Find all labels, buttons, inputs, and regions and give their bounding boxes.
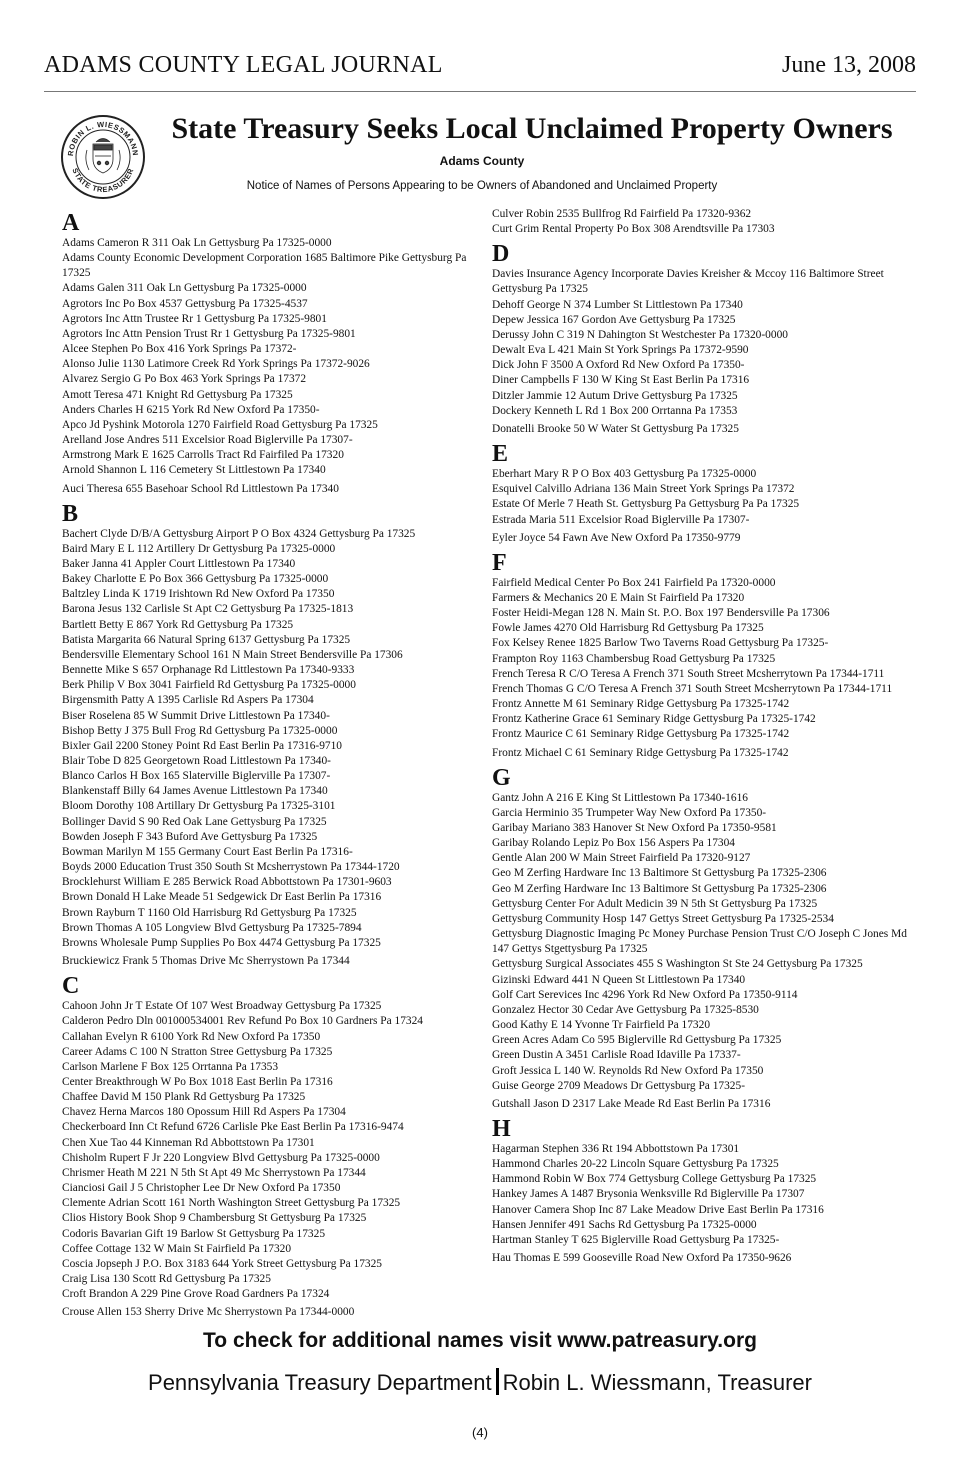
property-owner-entry: Dehoff George N 374 Lumber St Littlestown Pa 17340 bbox=[492, 298, 743, 311]
property-owner-entry: Alonso Julie 1130 Latimore Creek Rd York Springs Pa 17372-9026 bbox=[62, 358, 370, 371]
property-owner-entry: Hankey James A 1487 Brysonia Wenksville Rd Biglerville Pa 17307 bbox=[492, 1188, 805, 1201]
property-owner-entry: Anders Charles H 6215 York Rd New Oxford Pa 17350- bbox=[62, 403, 320, 416]
property-owner-entry: Chen Xue Tao 44 Kinneman Rd Abbottstown Pa 17301 bbox=[62, 1136, 315, 1149]
property-owner-entry: Hau Thomas E 599 Gooseville Road New Oxford Pa 17350-9626 bbox=[492, 1252, 792, 1265]
property-owner-entry: Brown Rayburn T 1160 Old Harrisburg Rd Gettysburg Pa 17325 bbox=[62, 906, 357, 919]
letter-section bbox=[492, 1116, 912, 1266]
letter-section bbox=[492, 765, 912, 1112]
property-owner-entry: Frampton Roy 1163 Chambersbug Road Gettysburg Pa 17325 bbox=[492, 652, 776, 665]
property-owner-entry: Eyler Joyce 54 Fawn Ave New Oxford Pa 17350-9779 bbox=[492, 531, 741, 544]
property-owner-entry: Batista Margarita 66 Natural Spring 6137 Gettysburg Pa 17325 bbox=[62, 633, 351, 646]
property-owner-entry: Hagarman Stephen 336 Rt 194 Abbottstown Pa 17301 bbox=[492, 1142, 740, 1155]
property-owner-entry: Culver Robin 2535 Bullfrog Rd Fairfield Pa 17320-9362 bbox=[492, 208, 752, 220]
property-owner-entry: Dockery Kenneth L Rd 1 Box 200 Orrtanna Pa 17353 bbox=[492, 404, 738, 417]
property-owner-entry: Frontz Maurice C 61 Seminary Ridge Gettysburg Pa 17325-1742 bbox=[492, 728, 790, 741]
property-owner-entry: Biser Roselena 85 W Summit Drive Littlestown Pa 17340- bbox=[62, 709, 330, 722]
property-owner-entry: Barona Jesus 132 Carlisle St Apt C2 Gettysburg Pa 17325-1813 bbox=[62, 603, 354, 616]
property-owner-entry: Gettysburg Center For Adult Medicin 39 N 5th St Gettysburg Pa 17325 bbox=[492, 897, 818, 910]
property-owner-entry: Blair Tobe D 825 Georgetown Road Littlestown Pa 17340- bbox=[62, 755, 331, 767]
property-owner-entry: Croft Brandon A 229 Pine Grove Road Gardners Pa 17324 bbox=[62, 1288, 330, 1301]
property-owner-entry: Coffee Cottage 132 W Main St Fairfield Pa 17320 bbox=[62, 1242, 292, 1255]
property-owner-entry: Bollinger David S 90 Red Oak Lane Gettysburg Pa 17325 bbox=[62, 815, 327, 828]
section-letter: B bbox=[62, 500, 79, 527]
property-owner-entry: Depew Jessica 167 Gordon Ave Gettysburg Pa 17325 bbox=[492, 313, 736, 326]
section-letter: D bbox=[492, 241, 510, 268]
property-owner-entry: Bowden Joseph F 343 Buford Ave Gettysburg Pa 17325 bbox=[62, 830, 318, 843]
property-owner-entry: Baker Janna 41 Appler Court Littlestown Pa 17340 bbox=[62, 557, 296, 570]
property-owner-entry: Adams County Economic Development Corporation 1685 Baltimore Pike Gettysburg Pa 17325 bbox=[62, 252, 467, 280]
letter-section bbox=[492, 550, 912, 761]
property-owner-entry: Good Kathy E 14 Yvonne Tr Fairfield Pa 17320 bbox=[492, 1019, 711, 1032]
property-owner-entry: Checkerboard Inn Ct Refund 6726 Carlisle Pke East Berlin Pa 17316-9474 bbox=[62, 1121, 404, 1134]
letter-section bbox=[62, 973, 468, 1320]
property-owner-entry: Curt Grim Rental Property Po Box 308 Arendtsville Pa 17303 bbox=[492, 223, 775, 236]
department-name: Pennsylvania Treasury Department bbox=[148, 1370, 492, 1395]
property-owner-entry: Chisholm Rupert F Jr 220 Longview Blvd Gettysburg Pa 17325-0000 bbox=[62, 1151, 380, 1164]
property-owner-entry: Hammond Charles 20-22 Lincoln Square Gettysburg Pa 17325 bbox=[492, 1158, 779, 1171]
property-owner-entry: Gizinski Edward 441 N Queen St Littlestown Pa 17340 bbox=[492, 973, 746, 986]
property-owner-entry: Calderon Pedro Dln 001000534001 Rev Refund Po Box 10 Gardners Pa 17324 bbox=[62, 1015, 423, 1028]
page-number: (4) bbox=[472, 1425, 488, 1440]
property-owner-entry: Davies Insurance Agency Incorporate Davies Kreisher & Mccoy 116 Baltimore Street Gettysburg Pa 17325 bbox=[492, 268, 884, 296]
property-owner-entry: Frontz Annette M 61 Seminary Ridge Gettysburg Pa 17325-1742 bbox=[492, 698, 790, 711]
treasurer-name: Robin L. Wiessmann, Treasurer bbox=[502, 1370, 812, 1395]
property-owner-entry: Estrada Maria 511 Excelsior Road Biglerville Pa 17307- bbox=[492, 513, 750, 526]
property-owner-entry: Armstrong Mark E 1625 Carrolls Tract Rd Fairfiled Pa 17320 bbox=[62, 449, 344, 462]
property-owner-entry: Adams Galen 311 Oak Ln Gettysburg Pa 17325-0000 bbox=[62, 282, 307, 295]
property-owner-entry: Eberhart Mary R P O Box 403 Gettysburg Pa 17325-0000 bbox=[492, 468, 757, 481]
property-owner-entry: Agrotors Inc Attn Trustee Rr 1 Gettysburg Pa 17325-9801 bbox=[62, 312, 327, 325]
property-owner-entry: Frontz Katherine Grace 61 Seminary Ridge Gettysburg Pa 17325-1742 bbox=[492, 713, 816, 726]
property-owner-entry: Dewalt Eva L 421 Main St York Springs Pa 17372-9590 bbox=[492, 344, 749, 357]
property-owner-entry: Bruckiewicz Frank 5 Thomas Drive Mc Sherrystown Pa 17344 bbox=[62, 955, 350, 968]
issue-date: June 13, 2008 bbox=[782, 52, 916, 78]
footer-credit bbox=[0, 1368, 960, 1396]
county-subtitle: Adams County bbox=[439, 154, 525, 168]
property-owner-entry: Alvarez Sergio G Po Box 463 York Springs Pa 17372 bbox=[62, 373, 307, 386]
property-owner-entry: Gutshall Jason D 2317 Lake Meade Rd East Berlin Pa 17316 bbox=[492, 1097, 771, 1110]
property-owner-entry: Garcia Herminio 35 Trumpeter Way New Oxford Pa 17350- bbox=[492, 806, 767, 819]
property-owner-entry: Craig Lisa 130 Scott Rd Gettysburg Pa 17325 bbox=[62, 1273, 271, 1285]
section-letter: G bbox=[492, 764, 511, 791]
property-owner-entry: Cianciosi Gail J 5 Christopher Lee Dr New Oxford Pa 17350 bbox=[62, 1182, 341, 1195]
property-owner-entry: Chrismer Heath M 221 N 5th St Apt 49 Mc Sherrystown Pa 17344 bbox=[62, 1166, 366, 1179]
property-owner-entry: Apco Jd Pyshink Motorola 1270 Fairfield Road Gettysburg Pa 17325 bbox=[62, 418, 378, 431]
property-owner-entry: Callahan Evelyn R 6100 York Rd New Oxford Pa 17350 bbox=[62, 1030, 321, 1043]
property-owner-entry: Bendersville Elementary School 161 N Main Street Bendersville Pa 17306 bbox=[62, 648, 403, 661]
property-owner-entry: Brown Thomas A 105 Longview Blvd Gettysburg Pa 17325-7894 bbox=[62, 921, 362, 934]
property-owner-entry: Baird Mary E L 112 Artillery Dr Gettysburg Pa 17325-0000 bbox=[62, 542, 336, 555]
property-owner-entry: French Thomas G C/O Teresa A French 371 South Street Mcsherrytown Pa 17344-1711 bbox=[492, 682, 893, 695]
seal-bottom-text: STATE TREASURER bbox=[70, 166, 136, 195]
property-owner-entry: Bixler Gail 2200 Stoney Point Rd East Berlin Pa 17316-9710 bbox=[62, 739, 343, 752]
property-owner-entry: Alcee Stephen Po Box 416 York Springs Pa 17372- bbox=[62, 343, 297, 356]
letter-section bbox=[492, 241, 912, 437]
property-owner-entry: Chaffee David M 150 Plank Rd Gettysburg Pa 17325 bbox=[62, 1091, 306, 1104]
property-owner-entry: Carlson Marlene F Box 125 Orrtanna Pa 17353 bbox=[62, 1060, 279, 1073]
property-owner-entry: Hanover Camera Shop Inc 87 Lake Meadow Drive East Berlin Pa 17316 bbox=[492, 1203, 824, 1216]
header-rule bbox=[44, 91, 916, 92]
property-owner-entry: Estate Of Merle 7 Heath St. Gettysburg Pa Gettysburg Pa Pa 17325 bbox=[492, 498, 800, 511]
property-owner-entry: Chavez Herna Marcos 180 Opossum Hill Rd Aspers Pa 17304 bbox=[62, 1106, 346, 1119]
property-owner-entry: Blankenstaff Billy 64 James Avenue Littlestown Pa 17340 bbox=[62, 785, 328, 798]
property-owner-entry: Crouse Allen 153 Sherry Drive Mc Sherrystown Pa 17344-0000 bbox=[62, 1306, 355, 1319]
website-call-to-action: To check for additional names visit www.patreasury.org bbox=[203, 1329, 757, 1352]
coat-of-arms-icon bbox=[86, 139, 120, 174]
letter-section bbox=[492, 207, 912, 237]
section-letter: H bbox=[492, 1115, 511, 1142]
right-column bbox=[492, 207, 912, 1266]
letter-section bbox=[62, 501, 468, 970]
property-owner-entry: Baltzley Linda K 1719 Irishtown Rd New Oxford Pa 17350 bbox=[62, 588, 335, 601]
property-owner-entry: Geo M Zerfing Hardware Inc 13 Baltimore St Gettysburg Pa 17325-2306 bbox=[492, 867, 827, 880]
property-owner-entry: Berk Philip V Box 3041 Fairfield Rd Gettysburg Pa 17325-0000 bbox=[62, 679, 356, 692]
property-owner-entry: Esquivel Calvillo Adriana 136 Main Street York Springs Pa 17372 bbox=[492, 483, 795, 496]
property-owner-entry: French Teresa R C/O Teresa A French 371 South Street Mcsherrytown Pa 17344-1711 bbox=[492, 667, 885, 680]
property-owner-entry: Golf Cart Serevices Inc 4296 York Rd New Oxford Pa 17350-9114 bbox=[492, 988, 798, 1001]
letter-section bbox=[492, 441, 912, 546]
property-owner-entry: Cahoon John Jr T Estate Of 107 West Broadway Gettysburg Pa 17325 bbox=[62, 1000, 382, 1013]
property-owner-entry: Adams Cameron R 311 Oak Ln Gettysburg Pa 17325-0000 bbox=[62, 237, 332, 249]
property-owner-entry: Geo M Zerfing Hardware Inc 13 Baltimore St Gettysburg Pa 17325-2306 bbox=[492, 882, 827, 895]
property-owner-entry: Gantz John A 216 E King St Littlestown Pa 17340-1616 bbox=[492, 791, 748, 804]
property-owner-entry: Gentle Alan 200 W Main Street Fairfield Pa 17320-9127 bbox=[492, 852, 751, 865]
property-owner-entry: Center Breakthrough W Po Box 1018 East Berlin Pa 17316 bbox=[62, 1075, 333, 1088]
property-owner-entry: Coscia Jopseph J P.O. Box 3183 644 York Street Gettysburg Pa 17325 bbox=[62, 1257, 383, 1270]
journal-name: ADAMS COUNTY LEGAL JOURNAL bbox=[44, 52, 443, 78]
property-owner-entry: Arnold Shannon L 116 Cemetery St Littlestown Pa 17340 bbox=[62, 464, 326, 477]
property-owner-entry: Garibay Rolando Lepiz Po Box 156 Aspers Pa 17304 bbox=[492, 837, 735, 850]
footer-divider bbox=[496, 1368, 499, 1395]
property-owner-entry: Arelland Jose Andres 511 Excelsior Road Biglerville Pa 17307- bbox=[62, 434, 353, 447]
property-owner-entry: Hartman Stanley T 625 Biglerville Road Gettysburg Pa 17325- bbox=[492, 1233, 780, 1246]
property-owner-entry: Green Dustin A 3451 Carlisle Road Idaville Pa 17337- bbox=[492, 1049, 741, 1062]
left-column bbox=[62, 206, 468, 1320]
property-owner-entry: Gonzalez Hector 30 Cedar Ave Gettysburg Pa 17325-8530 bbox=[492, 1003, 759, 1016]
seal-top-text: ROBIN L. WIESSMANN bbox=[65, 119, 141, 157]
property-owner-entry: Clemente Adrian Scott 161 North Washington Street Gettysburg Pa 17325 bbox=[62, 1197, 401, 1210]
property-owner-entry: Fowle James 4270 Old Harrisburg Rd Gettysburg Pa 17325 bbox=[492, 622, 764, 635]
property-owner-entry: Bishop Betty J 375 Bull Frog Rd Gettysburg Pa 17325-0000 bbox=[62, 724, 338, 737]
property-owner-entry: Ditzler Jammie 12 Autum Drive Gettysburg Pa 17325 bbox=[492, 389, 738, 402]
property-owner-entry: Auci Theresa 655 Basehoar School Rd Littlestown Pa 17340 bbox=[62, 482, 339, 495]
property-owner-entry: Guise George 2709 Meadows Dr Gettysburg Pa 17325- bbox=[492, 1079, 745, 1092]
property-owner-entry: Brown Donald H Lake Meade 51 Sedgewick Dr East Berlin Pa 17316 bbox=[62, 891, 382, 904]
property-owner-entry: Fairfield Medical Center Po Box 241 Fairfield Pa 17320-0000 bbox=[492, 576, 776, 589]
property-owner-entry: Gettysburg Community Hosp 147 Gettys Street Gettysburg Pa 17325-2534 bbox=[492, 912, 834, 925]
section-letter: A bbox=[62, 210, 80, 236]
property-owner-entry: Brocklehurst William E 285 Berwick Road Abbottstown Pa 17301-9603 bbox=[62, 876, 392, 889]
property-owner-entry: Donatelli Brooke 50 W Water St Gettysburg Pa 17325 bbox=[492, 422, 739, 435]
page-title: State Treasury Seeks Local Unclaimed Property Owners bbox=[171, 112, 893, 145]
property-owner-entry: Foster Heidi-Megan 128 N. Main St. P.O. Box 197 Bendersville Pa 17306 bbox=[492, 607, 830, 620]
property-owner-entry: Hansen Jennifer 491 Sachs Rd Gettysburg Pa 17325-0000 bbox=[492, 1218, 757, 1231]
property-owner-entry: Gettysburg Surgical Associates 455 S Washington St Ste 24 Gettysburg Pa 17325 bbox=[492, 958, 863, 971]
property-owner-entry: Birgensmith Patty A 1395 Carlisle Rd Aspers Pa 17304 bbox=[62, 694, 314, 707]
property-owner-entry: Boyds 2000 Education Trust 350 South St Mcsherrystown Pa 17344-1720 bbox=[62, 861, 400, 874]
letter-section bbox=[62, 210, 468, 497]
property-owner-entry: Bakey Charlotte E Po Box 366 Gettysburg Pa 17325-0000 bbox=[62, 573, 329, 586]
section-letter: E bbox=[492, 441, 509, 468]
state-treasurer-seal bbox=[60, 114, 146, 200]
property-owner-entry: Agrotors Inc Po Box 4537 Gettysburg Pa 17325-4537 bbox=[62, 297, 308, 310]
property-owner-entry: Bartlett Betty E 867 York Rd Gettysburg Pa 17325 bbox=[62, 618, 294, 631]
property-owner-entry: Codoris Bavarian Gift 19 Barlow St Gettysburg Pa 17325 bbox=[62, 1227, 326, 1240]
property-owner-entry: Bloom Dorothy 108 Artillary Dr Gettysburg Pa 17325-3101 bbox=[62, 800, 336, 813]
property-owner-entry: Agrotors Inc Attn Pension Trust Rr 1 Gettysburg Pa 17325-9801 bbox=[62, 327, 356, 340]
property-owner-entry: Dick John F 3500 A Oxford Rd New Oxford Pa 17350- bbox=[492, 359, 745, 372]
section-letter: F bbox=[492, 549, 507, 576]
property-owner-entry: Derussy John C 319 N Dahington St Westchester Pa 17320-0000 bbox=[492, 328, 788, 341]
property-owner-entry: Gettysburg Diagnostic Imaging Pc Money Purchase Pension Trust C/O Joseph C Jones Md 147 Gettys Stgettysburg Pa 17325 bbox=[492, 928, 907, 956]
property-owner-entry: Amott Teresa 471 Knight Rd Gettysburg Pa 17325 bbox=[62, 388, 293, 401]
property-owner-entry: Garibay Mariano 383 Hanover St New Oxford Pa 17350-9581 bbox=[492, 822, 777, 834]
property-owner-entry: Hammond Robin W Box 774 Gettysburg College Gettysburg Pa 17325 bbox=[492, 1173, 817, 1186]
property-owner-entry: Frontz Michael C 61 Seminary Ridge Gettysburg Pa 17325-1742 bbox=[492, 746, 789, 759]
property-owner-entry: Farmers & Mechanics 20 E Main St Fairfield Pa 17320 bbox=[492, 591, 745, 604]
property-owner-entry: Browns Wholesale Pump Supplies Po Box 4474 Gettysburg Pa 17325 bbox=[62, 936, 381, 949]
property-owner-entry: Fox Kelsey Renee 1825 Barlow Two Taverns Road Gettysburg Pa 17325- bbox=[492, 637, 829, 650]
property-owner-entry: Career Adams C 100 N Stratton Stree Gettysburg Pa 17325 bbox=[62, 1045, 333, 1058]
property-owner-entry: Blanco Carlos H Box 165 Slaterville Biglerville Pa 17307- bbox=[62, 770, 331, 783]
property-owner-entry: Bachert Clyde D/B/A Gettysburg Airport P O Box 4324 Gettysburg Pa 17325 bbox=[62, 527, 416, 540]
notice-text: Notice of Names of Persons Appearing to be Owners of Abandoned and Unclaimed Property bbox=[246, 180, 718, 192]
property-owner-entry: Green Acres Adam Co 595 Biglerville Rd Gettysburg Pa 17325 bbox=[492, 1034, 782, 1047]
section-letter: C bbox=[62, 973, 80, 1000]
property-owner-entry: Clios History Book Shop 9 Chambersburg St Gettysburg Pa 17325 bbox=[62, 1212, 367, 1225]
property-owner-entry: Diner Campbells F 130 W King St East Berlin Pa 17316 bbox=[492, 374, 750, 387]
property-owner-entry: Groft Jessica L 140 W. Reynolds Rd New Oxford Pa 17350 bbox=[492, 1064, 764, 1077]
property-owner-entry: Bennette Mike S 657 Orphanage Rd Littlestown Pa 17340-9333 bbox=[62, 664, 355, 677]
property-owner-entry: Bowman Marilyn M 155 Germany Court East Berlin Pa 17316- bbox=[62, 845, 353, 858]
